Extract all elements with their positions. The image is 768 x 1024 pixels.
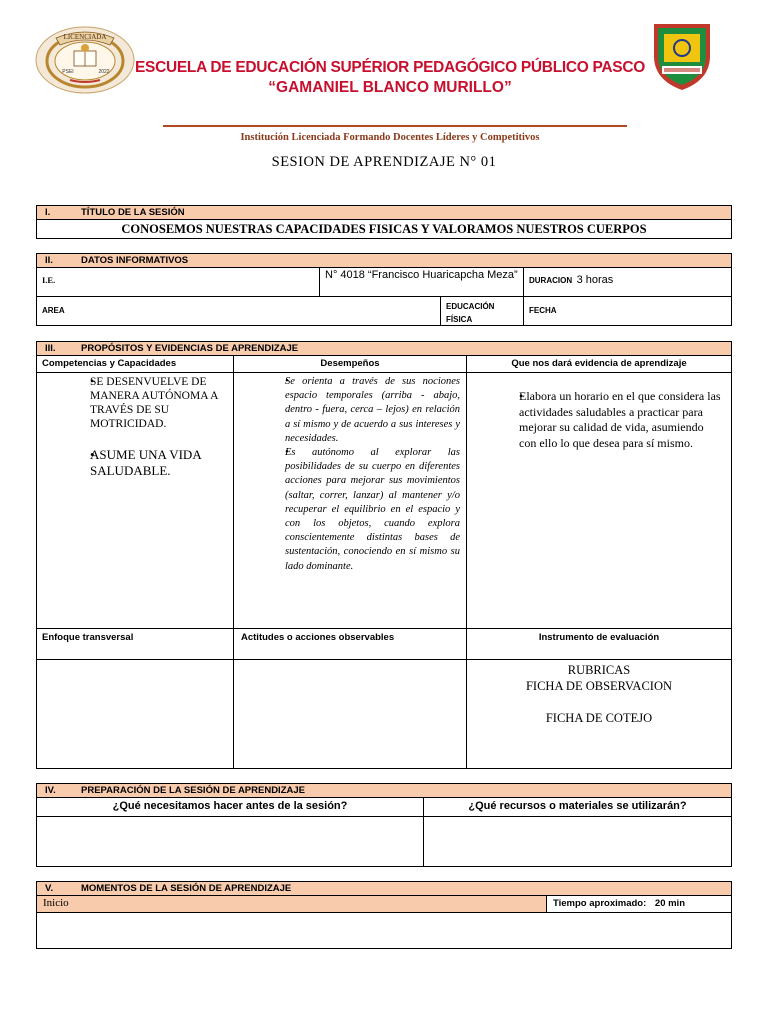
col-evidencia: Que nos dará evidencia de aprendizaje [467,356,731,373]
enfoque-cell [37,660,234,768]
school-subname: “GAMANIEL BLANCO MURILLO” [268,79,512,96]
col-recursos: ¿Qué recursos o materiales se utilizarán? [424,798,731,817]
area-label: AREA [42,306,65,315]
inicio-label: Inicio [37,896,547,913]
svg-text:2022: 2022 [98,69,110,75]
section-header: III. PROPÓSITOS Y EVIDENCIAS DE APRENDIZAJE [37,342,731,356]
section-title [36,205,732,239]
area-value: EDUCACIÓN FÍSICA [446,302,495,324]
fecha-label: FECHA [529,306,557,315]
desempeno-item: • Es autónomo al explorar las posibilidades de su cuerpo en diferentes acciones para mejorar sus movimientos (saltar, correr, lanzar) al mantener y/o recuperar el equilibrio en el espacio y con los objetos, cuando explora conscientemente distintas bases de sustentación, conociendo en sí mismo su lado dominante. [240,446,460,574]
col-actitudes: Actitudes o acciones observables [234,629,467,660]
actitudes-cell [234,660,467,768]
institution-tagline: Institución Licenciada Formando Docentes Líderes y Competitivos [240,132,540,143]
instrumento-item: FICHA DE OBSERVACION [525,679,672,693]
school-name: ESCUELA DE EDUCACIÓN SUPÉRIOR PEDAGÓGICO PÚBLICO PASCO [135,59,645,76]
section-informative-data [36,253,732,326]
col-competencias: Competencias y Capacidades [37,356,234,373]
ie-value: N° 4018 “Francisco Huaricapcha Meza” [320,268,524,297]
tiempo-label: Tiempo aproximado: [553,898,647,909]
svg-text:LICENCIADA: LICENCIADA [63,33,107,41]
desempeno-item: • Se orienta a través de sus nociones espacio temporales (arriba - abajo, dentro - fuera, cerca – lejos) en relación a sí mismo y de acuerdo a sus intereses y necesidades. [240,375,460,446]
competencia-item: • ASUME UNA VIDA SALUDABLE. [42,447,228,479]
col-antes-sesion: ¿Qué necesitamos hacer antes de la sesión? [37,798,424,817]
ie-label: I.E. [42,275,56,285]
school-shield-logo [650,20,714,92]
session-topic: CONOSEMOS NUESTRAS CAPACIDADES FISICAS Y VALORAMOS NUESTROS CUERPOS [121,222,647,236]
section-preparation [36,783,732,867]
tiempo-value: 20 min [654,898,686,909]
col-desempenos: Desempeños [234,356,467,373]
section-header: I. TÍTULO DE LA SESIÓN [37,206,731,220]
section-header: V. MOMENTOS DE LA SESIÓN DE APRENDIZAJE [37,882,731,896]
section-header: IV. PREPARACIÓN DE LA SESIÓN DE APRENDIZAJE [37,784,731,798]
col-instrumento: Instrumento de evaluación [467,629,731,660]
competencia-item: • SE DESENVUELVE DE MANERA AUTÓNOMA A TRAVÉS DE SU MOTRICIDAD. [42,375,228,431]
instrumento-item: RUBRICAS [567,663,631,677]
header-divider [163,125,627,127]
recursos-cell [424,817,731,866]
inicio-content-cell [37,913,731,948]
instrumento-item: FICHA DE COTEJO [545,711,653,725]
evidencia-item: • Elabora un horario en el que considera las actividades saludables a practicar para mejorar su calidad de vida, asumiendo con ello lo que desea para sí mismo. [475,389,721,451]
section-moments [36,881,732,949]
section-purposes-evidence [36,341,732,769]
col-enfoque: Enfoque transversal [37,629,234,660]
school-seal-logo [34,24,136,94]
session-title: SESION DE APRENDIZAJE N° 01 [271,154,497,170]
duracion-value: 3 horas [576,274,614,286]
section-header: II. DATOS INFORMATIVOS [37,254,731,268]
svg-text:PSEI: PSEI [62,69,74,75]
instrumentos-cell [467,660,731,768]
antes-sesion-cell [37,817,424,866]
duracion-label: DURACION [529,276,573,285]
